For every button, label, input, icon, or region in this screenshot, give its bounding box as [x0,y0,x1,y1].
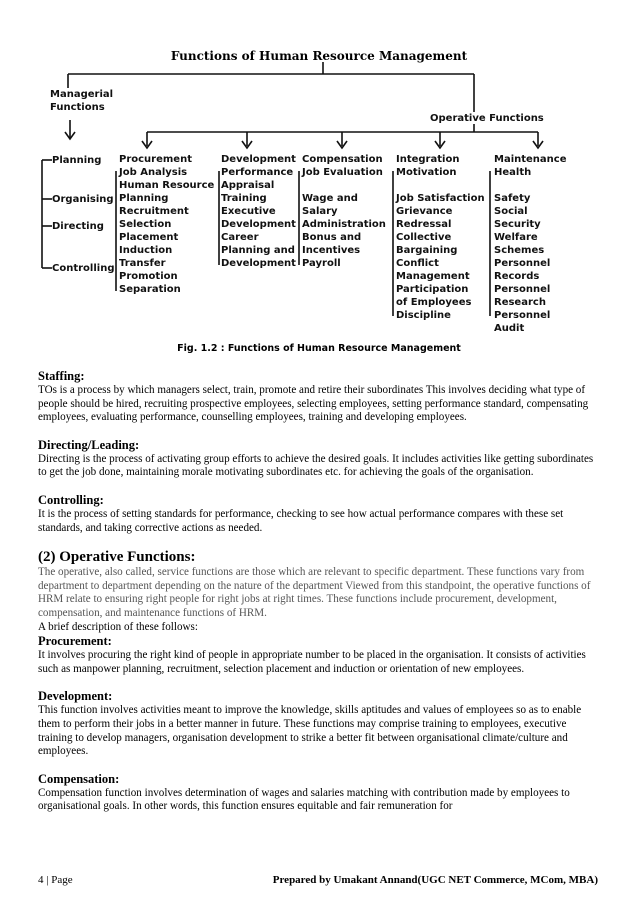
procurement-heading: Procurement: [38,634,112,649]
column-item: Personnel [494,258,551,269]
controlling-heading: Controlling: [38,492,104,507]
compensation-column [302,153,386,270]
column-item: of Employees [396,297,472,308]
column-item: Personnel [494,284,551,295]
managerial-item: Directing [52,221,104,232]
author-credit: Prepared by Umakant Annand(UGC NET Commerce, MCom, MBA) [272,874,598,886]
column-item: Recruitment [119,206,189,217]
staffing-paragraph: TOs is a process by which managers select, train, promote and retire their subordinates This involves deciding what type of people should be hired, recruiting prospective employees, selecting employees, setting performance standard, compensating employees, evaluating performance, counselling employees, training and developing employees. [38,384,589,424]
compensation-paragraph: Compensation function involves determination of wages and salaries matching with contribution made by employees to organisational goals. In other words, this function ensures equitable and fair remuneration for [38,786,570,813]
column-item: Welfare [494,232,538,243]
column-item: Placement [119,232,179,243]
column-item: Incentives [302,245,361,256]
procurement-paragraph: It involves procuring the right kind of people in appropriate number to be placed in the organisation. It consists of activities such as manpower planning, recruitment, selection placement and induction or orientation of new employees. [38,649,586,675]
column-item: Audit [494,323,525,334]
column-item: Executive [221,206,276,217]
managerial-item: Controlling [52,263,115,274]
procurement-column [119,153,214,296]
column-item: Grievance [396,206,453,217]
column-item: Participation [396,284,469,295]
column-item: Planning [119,193,169,204]
column-item: Administration [302,219,386,230]
column-item: Social [494,206,528,217]
figure-caption: Fig. 1.2 : Functions of Human Resource Management [177,343,461,354]
column-item: Motivation [396,167,457,178]
column-spacer [302,179,386,192]
column-item: Promotion [119,271,178,282]
column-item: Human Resource [119,180,215,191]
operative-paragraph: The operative, also called, service functions are those which are relevant to specific department. These functions vary from department to department depending on the nature of the department Viewed from this standpoint, the operative functions of HRM relate to ensuring right people for right jobs at right times. These functions include procurement, development, compensation, and maintenance functions of HRM. [38,566,591,619]
page-content [38,369,598,814]
column-item: Separation [119,284,181,295]
column-item: Wage and [302,193,358,204]
operative-label: Operative Functions [430,113,544,124]
directing-paragraph: Directing is the process of activating group efforts to achieve the desired goals. It includes activities like getting subordinates to get the job done, maintaining morale motivating subordinates etc. for achieving the goals of the organisation. [38,452,594,479]
page-number: 4 | Page [38,874,73,886]
column-item: Safety [494,193,531,204]
column-item: Management [396,271,470,282]
column-item: Health [494,167,532,178]
hrm-functions-diagram [0,0,638,366]
column-item: Salary [302,206,338,217]
column-item: Transfer [119,258,166,269]
integration-column [396,153,485,322]
diagram-title: Functions of Human Resource Management [170,49,468,63]
column-head: Integration [396,154,460,165]
column-item: Personnel [494,310,551,321]
column-item: Collective [396,232,452,243]
column-item: Discipline [396,310,451,321]
column-item: Bargaining [396,245,458,256]
maintenance-column [494,153,567,335]
column-item: Development [221,219,296,230]
managerial-label-line2: Functions [50,102,105,113]
column-item: Appraisal [221,180,275,191]
column-item: Selection [119,219,172,230]
column-item: Payroll [302,258,341,269]
operative-heading: (2) Operative Functions: [38,549,196,566]
column-item: Records [494,271,540,282]
column-item: Development [221,258,296,269]
column-item: Induction [119,245,173,256]
controlling-paragraph: It is the process of setting standards for performance, checking to see how actual performance compares with these set standards, and taking corrective actions as needed. [38,507,564,534]
column-item: Conflict [396,258,439,269]
column-item: Schemes [494,245,545,256]
managerial-label-line1: Managerial [50,89,114,100]
development-column [221,153,296,270]
column-item: Bonus and [302,232,362,243]
development-heading: Development: [38,689,113,704]
managerial-item: Planning [52,155,102,166]
column-item: Planning and [221,245,295,256]
directing-heading: Directing/Leading: [38,437,140,452]
column-item: Job Satisfaction [396,193,485,204]
column-head: Development [221,154,296,165]
column-head: Maintenance [494,154,567,165]
managerial-item: Organising [52,194,114,205]
column-item: Training [221,193,267,204]
column-item: Security [494,219,541,230]
development-paragraph: This function involves activities meant to improve the knowledge, skills aptitudes and values of employees so as to enable them to perform their jobs in a better manner in future. These functions may comprise training to employees, executive training to develop managers, organisation development to strike a better fit between organisational climate/culture and employees. [38,704,582,758]
column-item: Research [494,297,546,308]
compensation-heading: Compensation: [38,771,120,786]
column-item: Career [221,232,259,243]
column-head: Procurement [119,154,192,165]
column-item: Redressal [396,219,452,230]
column-item: Job Evaluation [302,167,383,178]
column-head: Compensation [302,154,383,165]
column-item: Performance [221,167,294,178]
column-item: Job Analysis [119,167,188,178]
brief-line: A brief description of these follows: [38,620,198,633]
staffing-heading: Staffing: [38,369,85,383]
column-spacer [396,179,485,192]
column-spacer [494,179,567,192]
